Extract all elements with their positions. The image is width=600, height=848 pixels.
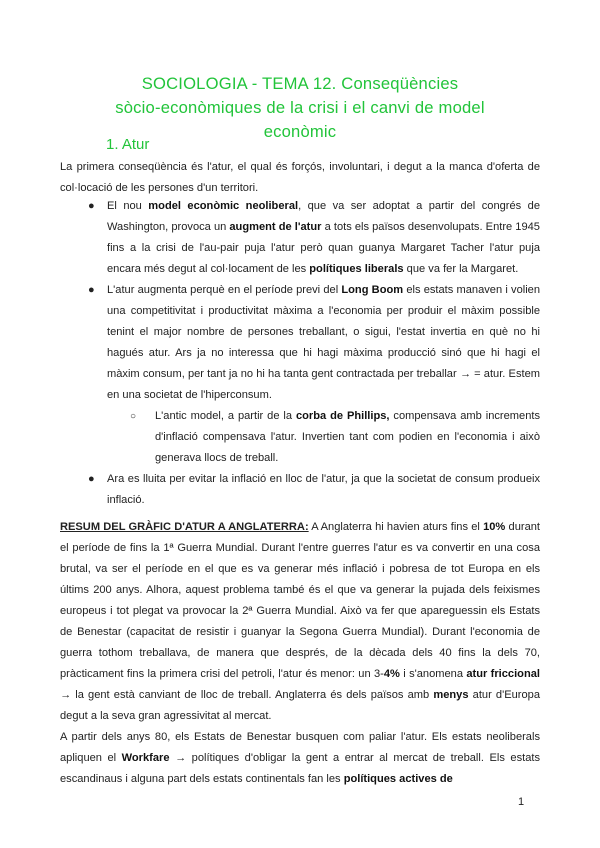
bold-run: Workfare <box>121 752 170 764</box>
text-run: i s'anomena <box>399 668 467 680</box>
bold-run: augment de l'atur <box>229 221 322 233</box>
bold-run: Long Boom <box>341 284 404 296</box>
section-heading-atur: 1. Atur <box>106 136 150 153</box>
bold-run: polítiques liberals <box>309 263 404 275</box>
document-title <box>60 72 540 144</box>
bullet-marker: ● <box>88 284 95 296</box>
underlined-heading: RESUM DEL GRÀFIC D'ATUR A ANGLATERRA: <box>60 521 309 533</box>
text-run: L'atur augmenta perquè en el període previ del <box>107 284 342 296</box>
intro-paragraph: La primera conseqüència és l'atur, el qual és forçós, involuntari, i degut a la manca d'oferta de col·locació de les persones d'un territori. <box>60 161 540 194</box>
chart-summary-section <box>60 517 540 790</box>
title-line-1: SOCIOLOGIA - TEMA 12. Conseqüències <box>141 74 459 93</box>
bullet-text: Ara es lluita per evitar la inflació en lloc de l'atur, ja que la societat de consum produeix inflació. <box>107 473 540 506</box>
text-run: L'antic model, a partir de la <box>155 410 296 422</box>
text-run: durant el període de fins la 1ª Guerra Mundial. Durant l'entre guerres l'atur es va convertir en una cosa brutal, va ser el període en el que es va generar més inflació i pobresa de tot Europa en els últims 200 anys. Alhora, aquest problema també és el que va generar la pujada dels feixismes europeus i tot plegat va provocar la 2ª Guerra Mundial. Això va fer que apareguessin els Estats de Benestar (capacitat de resistir i guanyar la Segona Guerra Mundial). Durant l'economia de guerra tothom treballava, de manera que després, de la dècada dels 40 fins la dels 70, pràcticament fins la primera crisi del petroli, l'atur és menor: un 3- <box>60 521 540 680</box>
bullet-item-3 <box>60 469 540 511</box>
text-run: El nou <box>107 200 149 212</box>
bullet-text <box>107 196 540 280</box>
text-run: A Anglaterra hi havien aturs fins el <box>308 521 484 533</box>
bullet-marker: ● <box>88 200 95 212</box>
summary-paragraph-2 <box>60 727 540 790</box>
page-number: 1 <box>518 796 525 808</box>
title-line-2: sòcio-econòmiques de la crisi i el canvi de model <box>115 98 485 117</box>
bold-run: polítiques actives de <box>343 773 453 785</box>
bullet-item-2 <box>60 280 540 406</box>
text-run: , que va ser adoptat a partir del congrés de Washington, provoca un <box>107 200 540 233</box>
bullet-text <box>107 280 540 406</box>
bullet-list <box>60 196 540 511</box>
bold-run: atur friccional <box>466 668 540 680</box>
text-run: a tots els països desenvolupats. Entre 1945 fins a la crisi de l'au-pair puja l'atur però quan guanya Margaret Tacher l'atur puja encara més degut al col·locament de les <box>107 221 540 275</box>
text-run: → polítiques d'obligar la gent a entrar al mercat de treball. Els estats escandinaus i alguna part dels estats continentals fan les <box>60 752 540 785</box>
sub-bullet-marker: ○ <box>130 411 137 422</box>
text-run: atur d'Europa degut a la seva gran agressivitat al mercat. <box>60 689 540 722</box>
sub-bullet-text <box>155 406 540 469</box>
text-run: els estats manaven i volien una competitivitat i productivitat màxima a l'economia per produir el màxim possible tenint el major nombre de persones treballant, o sigui, l'estat invertia en què no hi hagués atur. Ars ja no interessa que hi hagi màxima producció sinó que hi hagi el màxim consum, per tant ja no hi ha tanta gent contractada per treballar → = atur. Estem en una societat de l'hiperconsum. <box>107 284 541 401</box>
bullet-item-1 <box>60 196 540 280</box>
bold-run: 10% <box>483 521 506 533</box>
text-run: A partir dels anys 80, els Estats de Benestar busquen com paliar l'atur. Els estats neoliberals apliquen el <box>60 731 540 764</box>
bullet-marker: ● <box>88 473 95 485</box>
title-line-3: econòmic <box>263 122 337 141</box>
sub-bullet-item-1 <box>108 406 540 469</box>
bold-run: 4% <box>383 668 400 680</box>
summary-paragraph-1 <box>60 517 540 727</box>
text-run: compensava amb increments d'inflació compensava l'atur. Invertien tant com podien en l'economia i això generava llocs de treball. <box>155 410 540 464</box>
bold-run: menys <box>433 689 469 701</box>
bold-run: model econòmic neoliberal <box>148 200 299 212</box>
text-run: → la gent està canviant de lloc de treball. Anglaterra és dels països amb <box>60 689 434 701</box>
text-run: que va fer la Margaret. <box>403 263 519 275</box>
bold-run: corba de Phillips, <box>295 410 390 422</box>
